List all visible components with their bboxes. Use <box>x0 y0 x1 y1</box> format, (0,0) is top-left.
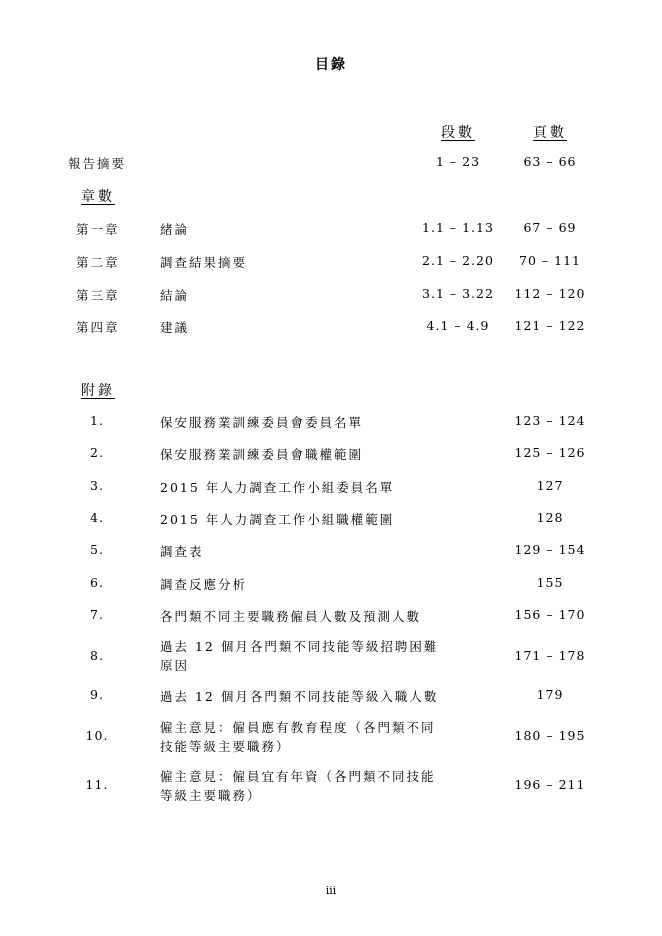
chapter-pages: 112 – 120 <box>514 286 586 301</box>
appendix-number: 2. <box>90 445 104 460</box>
chapter-title: 調查結果摘要 <box>160 255 248 270</box>
appendix-number: 4. <box>90 510 104 525</box>
pages-column-header: 頁數 <box>533 125 567 141</box>
appendix-pages: 128 <box>536 510 564 525</box>
appendix-number: 3. <box>90 478 104 493</box>
chapter-number: 第一章 <box>76 222 120 237</box>
appendix-title: 保安服務業訓練委員會職權範圍 <box>160 447 364 462</box>
paragraphs-column-header: 段數 <box>441 125 475 141</box>
chapter-paragraphs: 3.1 – 3.22 <box>422 286 494 301</box>
appendix-title: 2015 年人力調查工作小組職權範圍 <box>160 512 395 527</box>
chapter-pages: 70 – 111 <box>519 253 581 268</box>
appendix-title-line2: 原因 <box>160 658 190 673</box>
chapter-paragraphs: 2.1 – 2.20 <box>422 253 494 268</box>
appendix-pages: 180 – 195 <box>514 728 586 743</box>
appendix-pages: 155 <box>536 575 564 590</box>
appendix-number: 8. <box>90 648 104 663</box>
appendix-number: 1. <box>90 413 104 428</box>
appendix-title: 調查反應分析 <box>160 577 248 592</box>
appendix-title: 過去 12 個月各門類不同技能等級入職人數 <box>160 689 439 704</box>
appendix-title: 保安服務業訓練委員會委員名單 <box>160 415 364 430</box>
appendix-number: 7. <box>90 607 104 622</box>
chapter-paragraphs: 1.1 – 1.13 <box>422 220 494 235</box>
appendix-pages: 171 – 178 <box>514 648 586 663</box>
appendix-title-line1: 過去 12 個月各門類不同技能等級招聘困難 <box>160 639 439 654</box>
chapter-number: 第三章 <box>76 288 120 303</box>
appendix-pages: 179 <box>536 687 564 702</box>
summary-label: 報告摘要 <box>68 156 127 171</box>
appendix-title-line1: 僱主意見：僱員應有教育程度（各門類不同 <box>160 720 436 735</box>
appendix-title-line2: 技能等級主要職務） <box>160 739 291 754</box>
appendix-title-line1: 僱主意見：僱員宜有年資（各門類不同技能 <box>160 769 436 784</box>
appendix-number: 11. <box>85 777 109 792</box>
chapter-number: 第二章 <box>76 255 120 270</box>
appendix-title-line2: 等級主要職務） <box>160 788 262 803</box>
chapter-title: 建議 <box>160 320 190 335</box>
chapter-number: 第四章 <box>76 320 120 335</box>
appendix-pages: 125 – 126 <box>514 445 586 460</box>
chapter-pages: 67 – 69 <box>523 220 577 235</box>
appendix-title: 2015 年人力調查工作小組委員名單 <box>160 480 395 495</box>
page-number: iii <box>325 884 337 897</box>
appendix-pages: 127 <box>536 478 564 493</box>
summary-pages: 63 – 66 <box>523 154 577 169</box>
appendix-title: 調查表 <box>160 544 204 559</box>
appendix-number: 9. <box>90 687 104 702</box>
appendix-pages: 156 – 170 <box>514 607 586 622</box>
appendix-number: 5. <box>90 542 104 557</box>
appendix-pages: 129 – 154 <box>514 542 586 557</box>
appendix-number: 6. <box>90 575 104 590</box>
appendix-pages: 196 – 211 <box>514 777 586 792</box>
chapter-title: 緒論 <box>160 222 190 237</box>
chapter-title: 結論 <box>160 288 190 303</box>
chapter-pages: 121 – 122 <box>514 318 586 333</box>
page-title: 目錄 <box>315 57 347 73</box>
chapter-paragraphs: 4.1 – 4.9 <box>426 318 490 333</box>
appendix-heading: 附錄 <box>81 383 115 399</box>
appendix-number: 10. <box>85 728 109 743</box>
appendix-title: 各門類不同主要職務僱員人數及預測人數 <box>160 609 422 624</box>
summary-paragraphs: 1 – 23 <box>435 154 481 169</box>
appendix-pages: 123 – 124 <box>514 413 586 428</box>
chapters-heading: 章數 <box>81 189 115 205</box>
